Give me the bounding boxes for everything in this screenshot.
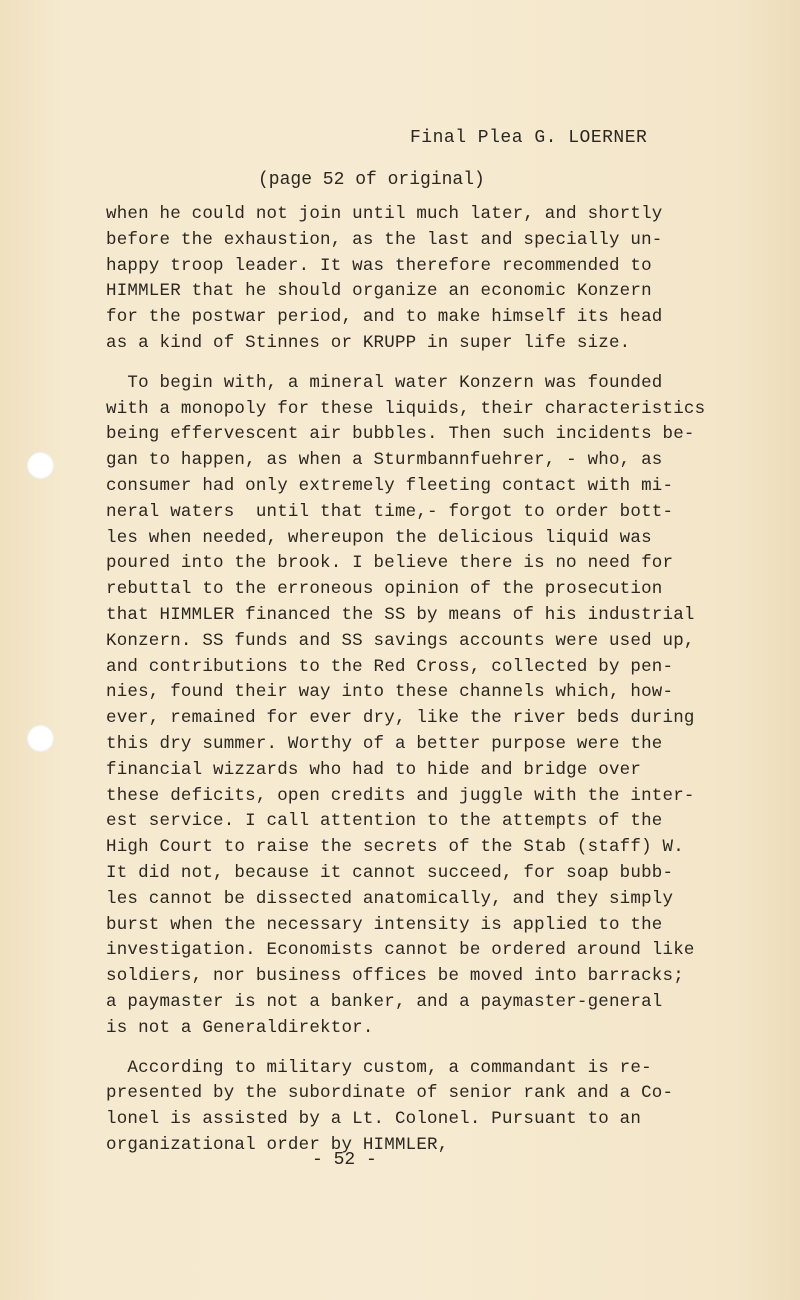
text-line: poured into the brook. I believe there is no need for: [106, 553, 674, 574]
text-line: for the postwar period, and to make himself its head: [106, 307, 663, 328]
document-body: [106, 202, 706, 1159]
text-line: HIMMLER that he should organize an economic Konzern: [106, 281, 652, 302]
text-line: these deficits, open credits and juggle with the inter-: [106, 785, 695, 806]
paragraph: [106, 1056, 674, 1159]
paragraph-gap: [106, 1042, 666, 1056]
text-line: financial wizzards who had to hide and bridge over: [106, 759, 642, 780]
text-line: les cannot be dissected anatomically, and they simply: [106, 888, 674, 909]
text-line: with a monopoly for these liquids, their characteristics: [106, 398, 706, 419]
text-line: before the exhaustion, as the last and specially un-: [106, 229, 663, 250]
text-line: as a kind of Stinnes or KRUPP in super life size.: [106, 332, 631, 353]
text-line: organizational order by HIMMLER,: [106, 1134, 449, 1155]
text-line: investigation. Economists cannot be ordered around like: [106, 940, 695, 961]
text-line: To begin with, a mineral water Konzern was founded: [106, 372, 663, 393]
text-line: being effervescent air bubbles. Then such incidents be-: [106, 424, 695, 445]
text-line: a paymaster is not a banker, and a paymaster-general: [106, 991, 663, 1012]
punch-hole: [27, 725, 54, 752]
text-line: burst when the necessary intensity is applied to the: [106, 914, 663, 935]
text-line: According to military custom, a commandant is re-: [106, 1057, 652, 1078]
paragraph-gap: [106, 357, 666, 371]
text-line: consumer had only extremely fleeting contact with mi-: [106, 475, 674, 496]
text-line: High Court to raise the secrets of the Stab (staff) W.: [106, 837, 684, 858]
text-line: when he could not join until much later, and shortly: [106, 204, 663, 224]
text-line: this dry summer. Worthy of a better purpose were the: [106, 733, 663, 754]
punch-hole: [27, 452, 54, 479]
text-line: and contributions to the Red Cross, collected by pen-: [106, 656, 674, 677]
text-line: est service. I call attention to the attempts of the: [106, 811, 663, 832]
text-line: ever, remained for ever dry, like the river beds during: [106, 708, 695, 729]
text-line: rebuttal to the erroneous opinion of the prosecution: [106, 579, 663, 600]
text-line: that HIMMLER financed the SS by means of his industrial: [106, 604, 695, 625]
text-line: neral waters until that time,- forgot to order bott-: [106, 501, 674, 522]
paragraph: [106, 371, 706, 1042]
text-line: happy troop leader. It was therefore recommended to: [106, 255, 652, 276]
text-line: nies, found their way into these channels which, how-: [106, 682, 674, 703]
paragraph: [106, 202, 666, 357]
text-line: Konzern. SS funds and SS savings accounts were used up,: [106, 630, 695, 651]
document-title: Final Plea G. LOERNER: [410, 128, 648, 148]
text-line: It did not, because it cannot succeed, for soap bubb-: [106, 862, 674, 883]
page-reference: (page 52 of original): [258, 170, 485, 190]
text-line: lonel is assisted by a Lt. Colonel. Pursuant to an: [106, 1109, 642, 1130]
text-line: gan to happen, as when a Sturmbannfuehrer, - who, as: [106, 450, 663, 471]
text-line: presented by the subordinate of senior rank and a Co-: [106, 1083, 674, 1104]
text-line: les when needed, whereupon the delicious liquid was: [106, 527, 652, 548]
text-line: soldiers, nor business offices be moved into barracks;: [106, 966, 684, 987]
page-number: - 52 -: [312, 1150, 377, 1170]
text-line: is not a Generaldirektor.: [106, 1017, 374, 1038]
